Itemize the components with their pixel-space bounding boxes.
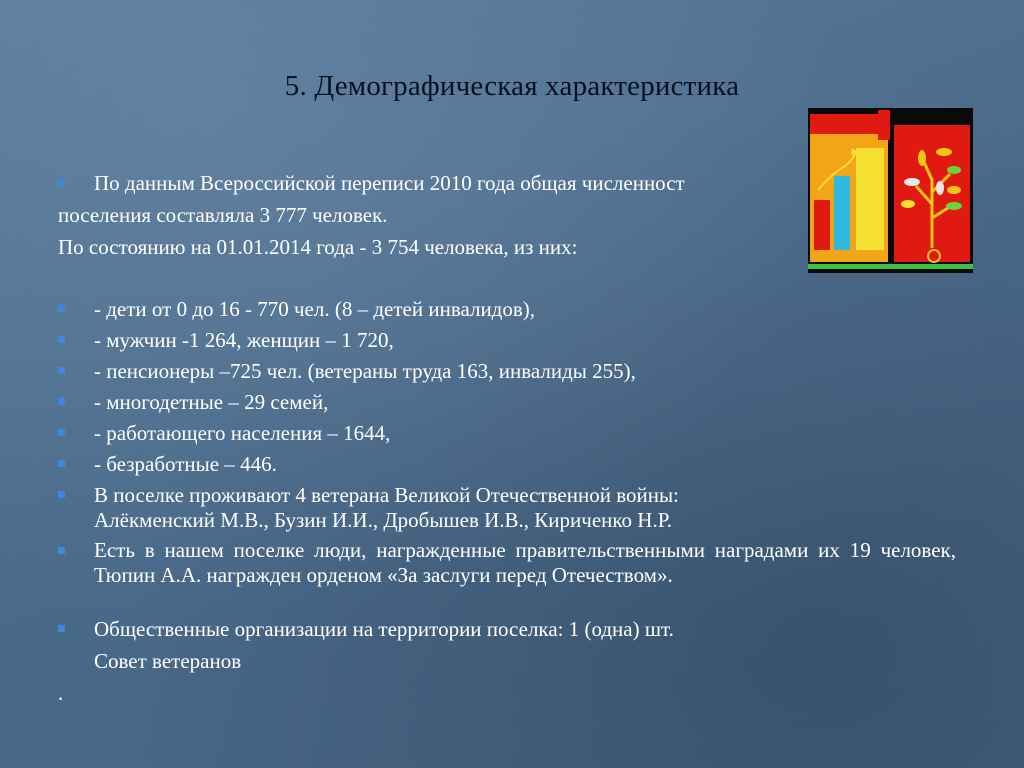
list-item bbox=[94, 418, 390, 448]
item-text: - многодетные – 29 семей, bbox=[94, 390, 329, 414]
square-bullet-icon bbox=[58, 398, 65, 405]
org-name: Совет ветеранов bbox=[94, 649, 242, 673]
square-bullet-icon bbox=[58, 305, 65, 312]
status-text: По состоянию на 01.01.2014 года - 3 754 человека, из них: bbox=[58, 235, 578, 259]
item-text: - пенсионеры –725 чел. (ветераны труда 163, инвалиды 255), bbox=[94, 359, 636, 383]
square-bullet-icon bbox=[58, 547, 65, 554]
square-bullet-icon bbox=[58, 491, 65, 498]
census-text: По данным Всероссийской переписи 2010 года общая численност bbox=[94, 171, 685, 195]
list-item bbox=[94, 356, 636, 386]
list-item bbox=[94, 614, 674, 644]
orgs-text: Общественные организации на территории поселка: 1 (одна) шт. bbox=[94, 617, 674, 641]
square-bullet-icon bbox=[58, 625, 65, 632]
square-bullet-icon bbox=[58, 367, 65, 374]
census-continuation: поселения составляла 3 777 человек. bbox=[58, 203, 388, 227]
awards-text: Есть в нашем поселке люди, награжденные правительственными наградами их 19 человек, Тюпин А.А. награжден орденом «За заслуги перед Отечеством». bbox=[94, 538, 956, 587]
trailing-dot: . bbox=[58, 681, 64, 705]
square-bullet-icon bbox=[58, 460, 65, 467]
item-text: - мужчин -1 264, женщин – 1 720, bbox=[94, 328, 394, 352]
item-text: - работающего населения – 1644, bbox=[94, 421, 391, 445]
veterans-names: Алёкменский М.В., Бузин И.И., Дробышев И.В., Кириченко Н.Р. bbox=[94, 508, 672, 532]
list-item bbox=[94, 168, 685, 198]
list-item bbox=[94, 294, 535, 324]
list-item bbox=[94, 538, 956, 588]
veterans-text: В поселке проживают 4 ветерана Великой Отечественной войны: bbox=[94, 483, 679, 507]
square-bullet-icon bbox=[58, 179, 65, 186]
item-text: - безработные – 446. bbox=[94, 452, 277, 476]
growth-chart-illustration bbox=[808, 108, 973, 273]
item-text: - дети от 0 до 16 - 770 чел. (8 – детей инвалидов), bbox=[94, 297, 536, 321]
square-bullet-icon bbox=[58, 336, 65, 343]
list-item bbox=[94, 325, 394, 355]
square-bullet-icon bbox=[58, 429, 65, 436]
slide-title: 5. Демографическая характеристика bbox=[284, 70, 740, 102]
list-item bbox=[94, 387, 328, 417]
list-item bbox=[94, 449, 277, 479]
